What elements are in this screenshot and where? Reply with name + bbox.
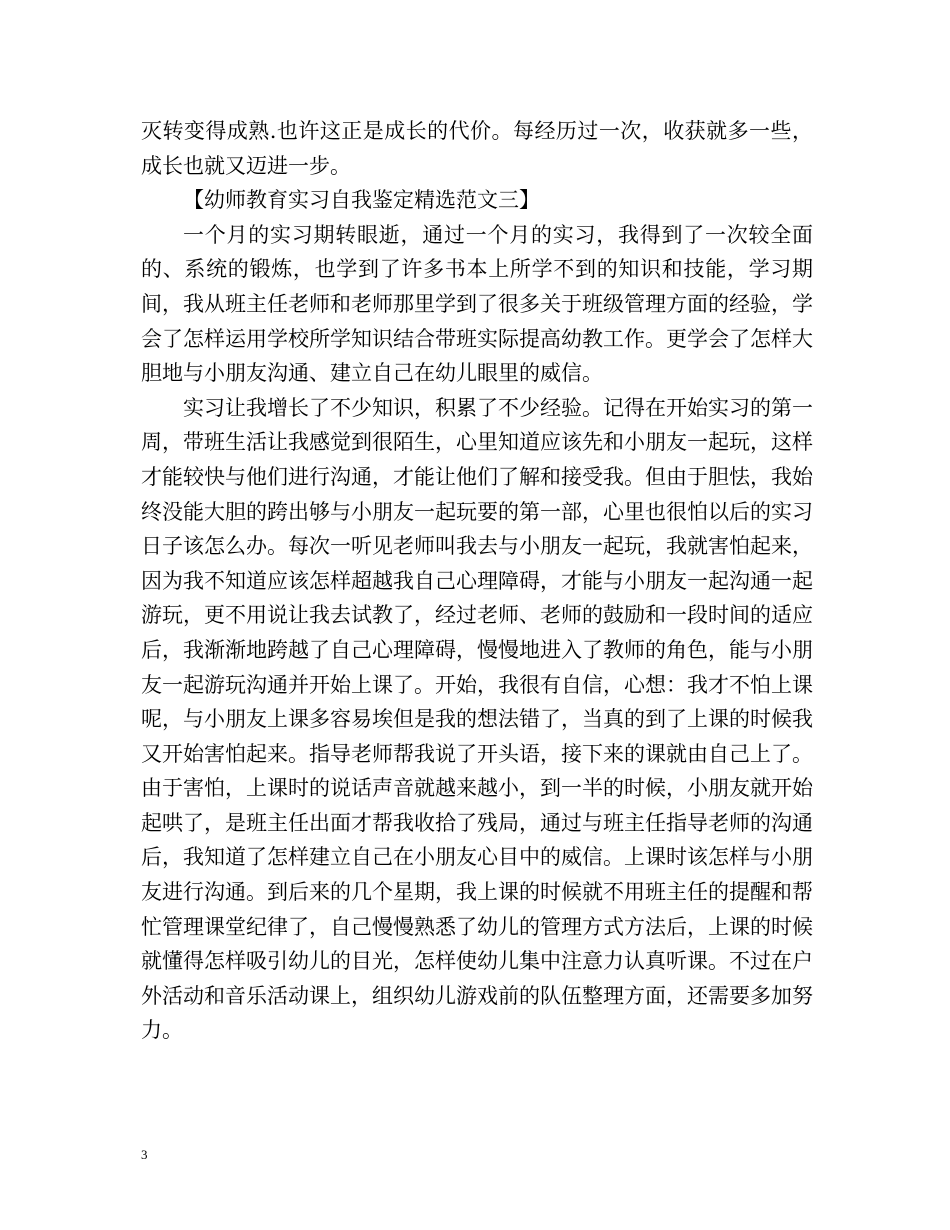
document-body [141, 114, 813, 1048]
paragraph-experience: 实习让我增长了不少知识，积累了不少经验。记得在开始实习的第一周，带班生活让我感觉到很陌生，心里知道应该先和小朋友一起玩，这样才能较快与他们进行沟通，才能让他们了解和接受我。但由于胆怯，我始终没能大胆的跨出够与小朋友一起玩要的第一部，心里也很怕以后的实习日子该怎么办。每次一听见老师叫我去与小朋友一起玩，我就害怕起来，因为我不知道应该怎样超越我自己心理障碍，才能与小朋友一起沟通一起游玩，更不用说让我去试教了，经过老师、老师的鼓励和一段时间的适应后，我渐渐地跨越了自己心理障碍，慢慢地进入了教师的角色，能与小朋友一起游玩沟通并开始上课了。开始，我很有自信，心想：我才不怕上课呢，与小朋友上课多容易埃但是我的想法错了，当真的到了上课的时候我又开始害怕起来。指导老师帮我说了开头语，接下来的课就由自己上了。由于害怕，上课时的说话声音就越来越小，到一半的时候，小朋友就开始起哄了，是班主任出面才帮我收拾了残局，通过与班主任指导老师的沟通后，我知道了怎样建立自己在小朋友心目中的威信。上课时该怎样与小朋友进行沟通。到后来的几个星期，我上课的时候就不用班主任的提醒和帮忙管理课堂纪律了，自己慢慢熟悉了幼儿的管理方式方法后，上课的时候就懂得怎样吸引幼儿的目光，怎样使幼儿集中注意力认真听课。不过在户外活动和音乐活动课上，组织幼儿游戏前的队伍整理方面，还需要多加努力。 [141, 395, 813, 1043]
section-heading: 【幼师教育实习自我鉴定精选范文三】 [183, 188, 540, 213]
page-number: 3 [141, 1147, 148, 1162]
paragraph-continuation: 灭转变得成熟.也许这正是成长的代价。每经历过一次，收获就多一些，成长也就又迈进一步。 [141, 119, 813, 178]
paragraph-intro: 一个月的实习期转眼逝，通过一个月的实习，我得到了一次较全面的、系统的锻炼，也学到了许多书本上所学不到的知识和技能，学习期间，我从班主任老师和老师那里学到了很多关于班级管理方面的经验，学会了怎样运用学校所学知识结合带班实际提高幼教工作。更学会了怎样大胆地与小朋友沟通、建立自己在幼儿眼里的威信。 [141, 222, 813, 386]
